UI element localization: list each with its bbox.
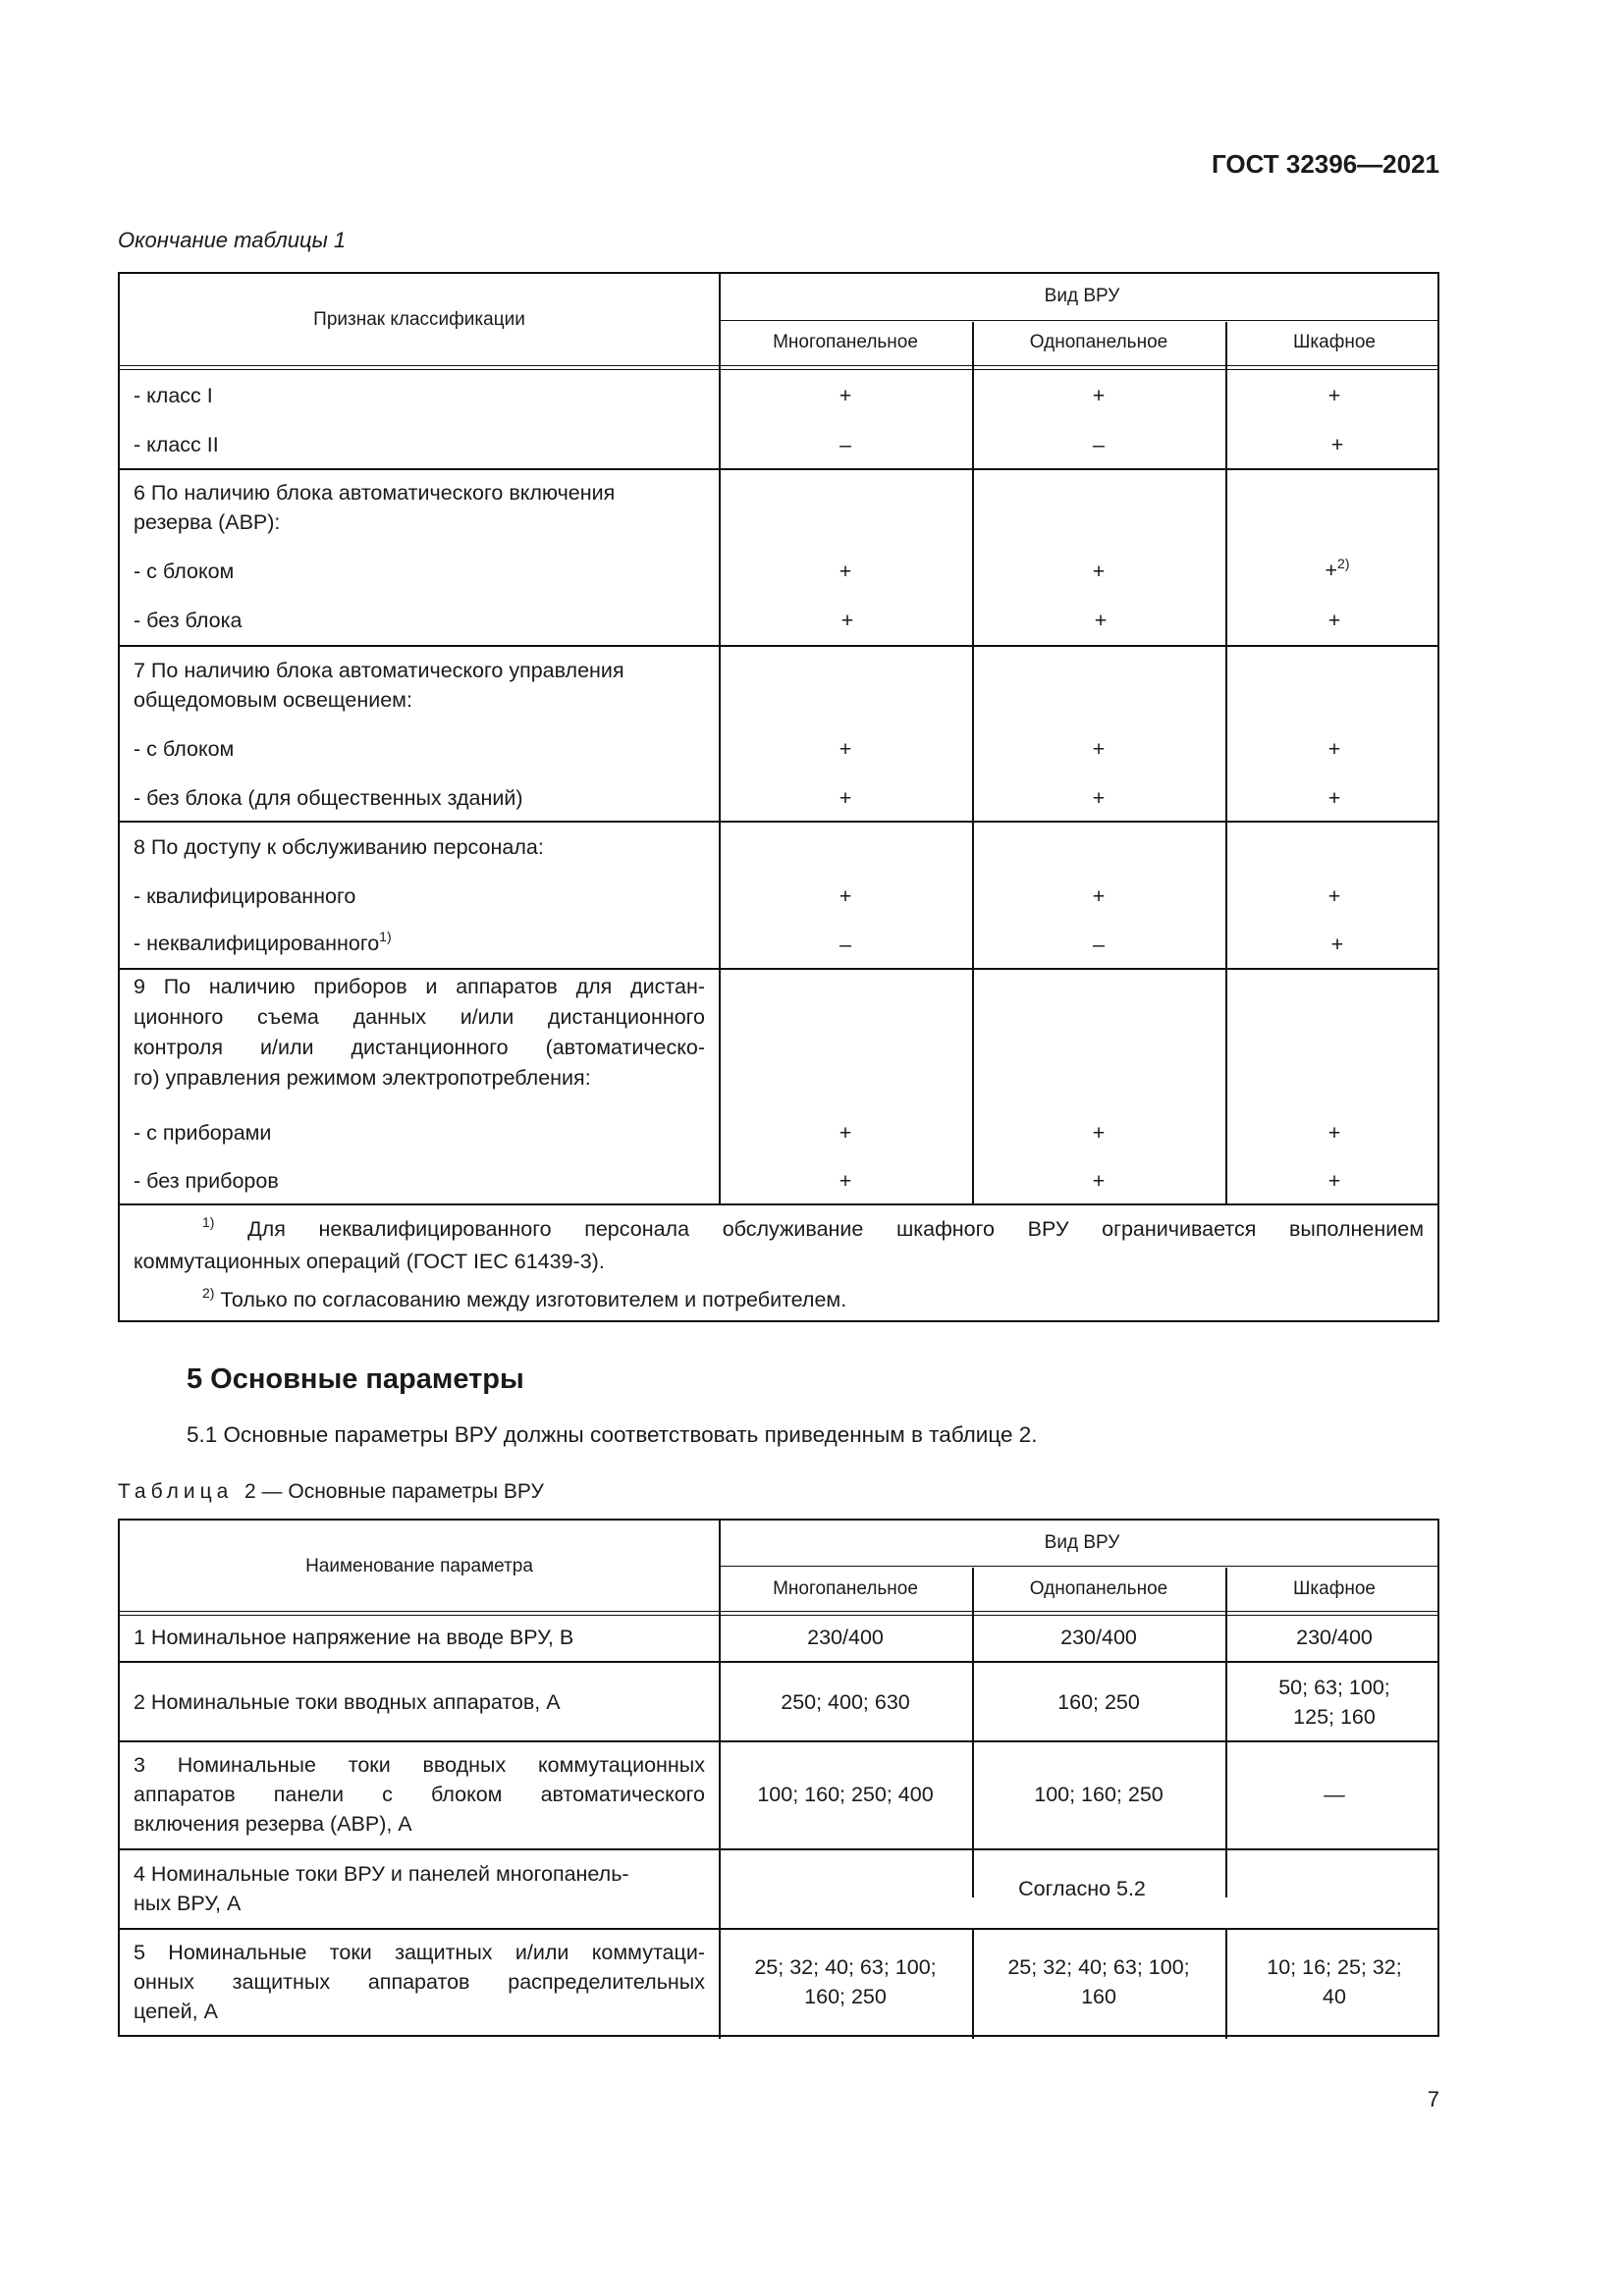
cell-value: 160; 250 [804, 1985, 887, 2008]
section-title: 5 Основные параметры [187, 1363, 524, 1395]
cell-value: + [1092, 884, 1106, 908]
cell-value: + [1330, 933, 1344, 956]
row-label: - без блока (для общественных зданий) [134, 786, 523, 810]
classification-table [118, 272, 1439, 1322]
row-label-with-footnote [134, 929, 392, 960]
group-title-line: 9 По наличию приборов и аппаратов для дистан- [134, 975, 705, 998]
cell-value: + [839, 1121, 852, 1145]
parameter-name: цепей, А [134, 2000, 218, 2023]
group-title-line: контроля и/или дистанционного (автоматическо- [134, 1036, 705, 1059]
footnote-text: Для неквалифицированного персонала обслуживание шкафного ВРУ ограничивается выполнением [214, 1217, 1424, 1241]
column-header-classification: Признак классификации [313, 309, 525, 330]
row-label: - квалифицированного [134, 884, 356, 908]
cell-value: + [1327, 384, 1341, 407]
merged-cell-value: Согласно 5.2 [1018, 1877, 1146, 1900]
group-title-line: 7 По наличию блока автоматического управления [134, 659, 624, 682]
group-title-line: резерва (АВР): [134, 510, 281, 534]
column-header-group: Вид ВРУ [1044, 286, 1120, 306]
parameter-name: 5 Номинальные токи защитных и/или коммутаци- [134, 1941, 705, 1964]
page-number: 7 [1427, 2087, 1439, 2111]
table2-caption [118, 1477, 544, 1507]
group-title-line: 6 По наличию блока автоматического включения [134, 481, 616, 505]
row-divider [120, 1661, 1437, 1663]
row-divider [719, 320, 1437, 321]
table-caption-prefix: Таблица [118, 1480, 234, 1503]
parameter-name: онных защитных аппаратов распределительных [134, 1970, 705, 1994]
cell-value: + [1327, 737, 1341, 761]
cell-value: 100; 160; 250 [1034, 1783, 1164, 1806]
row-divider [120, 1848, 1437, 1850]
cell-value: – [839, 933, 851, 956]
row-label: - без приборов [134, 1169, 279, 1193]
cell-value: + [1092, 737, 1106, 761]
cell-value: + [1092, 1169, 1106, 1193]
cell-value: + [1327, 786, 1341, 810]
cell-value: 230/400 [1060, 1626, 1137, 1649]
row-label: - неквалифицированного [134, 932, 380, 955]
footnote-1-continued: коммутационных операций (ГОСТ IEC 61439-3). [134, 1250, 605, 1273]
row-divider [120, 1928, 1437, 1930]
cell-value: + [839, 884, 852, 908]
row-divider [120, 1740, 1437, 1742]
parameter-name: включения резерва (АВР), А [134, 1812, 412, 1836]
cell-value: + [1327, 1121, 1341, 1145]
group-title-line: го) управления режимом электропотребления: [134, 1066, 591, 1090]
cell-value: 25; 32; 40; 63; 100; [754, 1955, 937, 1979]
row-label: - класс II [134, 433, 219, 456]
header-double-line [120, 1615, 1437, 1616]
cell-value: 230/400 [807, 1626, 884, 1649]
cell-value: + [839, 1169, 852, 1193]
parameter-name: ных ВРУ, А [134, 1892, 242, 1915]
cell-value: + [1327, 1169, 1341, 1193]
footnote-ref: 1) [379, 929, 392, 944]
column-header-singlepanel: Однопанельное [1029, 1578, 1168, 1599]
parameter-name: 4 Номинальные токи ВРУ и панелей многопанель- [134, 1862, 629, 1886]
parameter-name: 2 Номинальные токи вводных аппаратов, А [134, 1690, 561, 1714]
column-divider [972, 322, 974, 1203]
column-divider [972, 1930, 974, 2039]
column-header-multipanel: Многопанельное [773, 1578, 918, 1599]
cell-value: + [1092, 786, 1106, 810]
cell-value: 100; 160; 250; 400 [757, 1783, 934, 1806]
cell-value: + [1325, 559, 1338, 582]
cell-value: 250; 400; 630 [781, 1690, 910, 1714]
column-header-parameter: Наименование параметра [305, 1556, 533, 1576]
row-label: - без блока [134, 609, 243, 632]
cell-value: + [839, 384, 852, 407]
column-divider [1225, 322, 1227, 1203]
cell-value: + [1094, 609, 1108, 632]
column-header-cabinet: Шкафное [1293, 332, 1376, 352]
footnote-mark: 1) [202, 1214, 215, 1230]
cell-value: 10; 16; 25; 32; [1267, 1955, 1402, 1979]
paragraph-5-1: 5.1 Основные параметры ВРУ должны соответствовать приведенным в таблице 2. [187, 1422, 1038, 1447]
row-label: - класс I [134, 384, 213, 407]
cell-value: + [1092, 1121, 1106, 1145]
parameters-table [118, 1519, 1439, 2037]
row-divider [120, 968, 1437, 970]
cell-value: + [1327, 884, 1341, 908]
cell-value: – [1093, 433, 1105, 456]
cell-value: 160; 250 [1057, 1690, 1140, 1714]
row-divider [719, 1566, 1437, 1567]
cell-value: + [839, 560, 852, 583]
footnote-1 [134, 1213, 1424, 1247]
header-double-line [120, 369, 1437, 370]
column-header-multipanel: Многопанельное [773, 332, 918, 352]
group-title-line: общедомовым освещением: [134, 688, 412, 712]
column-header-singlepanel: Однопанельное [1029, 332, 1168, 352]
group-title-line: ционного съема данных и/или дистанционного [134, 1005, 705, 1029]
column-divider [1225, 1930, 1227, 2039]
cell-value-with-footnote [1325, 556, 1349, 587]
cell-value: + [1092, 560, 1106, 583]
footnote-text: Только по согласованию между изготовителем и потребителем. [214, 1288, 847, 1311]
cell-value: + [1330, 433, 1344, 456]
footnote-mark: 2) [202, 1285, 215, 1301]
cell-value: – [839, 433, 851, 456]
cell-value: 160 [1081, 1985, 1116, 2008]
cell-value: 40 [1323, 1985, 1346, 2008]
cell-value: 125; 160 [1293, 1705, 1376, 1729]
cell-value: – [1093, 933, 1105, 956]
parameter-name: 1 Номинальное напряжение на вводе ВРУ, В [134, 1626, 574, 1649]
table-caption-text: 2 — Основные параметры ВРУ [244, 1480, 544, 1503]
row-label: - с блоком [134, 560, 235, 583]
header-double-line [120, 365, 1437, 366]
row-divider [120, 821, 1437, 823]
cell-value: + [839, 786, 852, 810]
column-header-cabinet: Шкафное [1293, 1578, 1376, 1599]
document-code: ГОСТ 32396—2021 [1212, 149, 1439, 179]
cell-value: 25; 32; 40; 63; 100; [1007, 1955, 1190, 1979]
row-divider [120, 1203, 1437, 1205]
cell-value: — [1324, 1783, 1345, 1806]
parameter-name: аппаратов панели с блоком автоматического [134, 1783, 705, 1806]
table-continuation-caption: Окончание таблицы 1 [118, 228, 347, 252]
group-title-line: 8 По доступу к обслуживанию персонала: [134, 835, 544, 859]
row-label: - с приборами [134, 1121, 272, 1145]
row-divider [120, 645, 1437, 647]
column-header-group: Вид ВРУ [1044, 1532, 1120, 1553]
cell-value: + [840, 609, 854, 632]
cell-value: + [1092, 384, 1106, 407]
row-label: - с блоком [134, 737, 235, 761]
cell-value: + [839, 737, 852, 761]
parameter-name: 3 Номинальные токи вводных коммутационных [134, 1753, 705, 1777]
header-double-line [120, 1611, 1437, 1612]
column-divider [719, 274, 721, 1203]
row-divider [120, 468, 1437, 470]
footnote-2 [202, 1284, 846, 1317]
cell-value: 230/400 [1296, 1626, 1373, 1649]
footnote-ref: 2) [1337, 556, 1350, 571]
column-divider [719, 1521, 721, 2039]
cell-value: + [1327, 609, 1341, 632]
cell-value: 50; 63; 100; [1278, 1676, 1390, 1699]
